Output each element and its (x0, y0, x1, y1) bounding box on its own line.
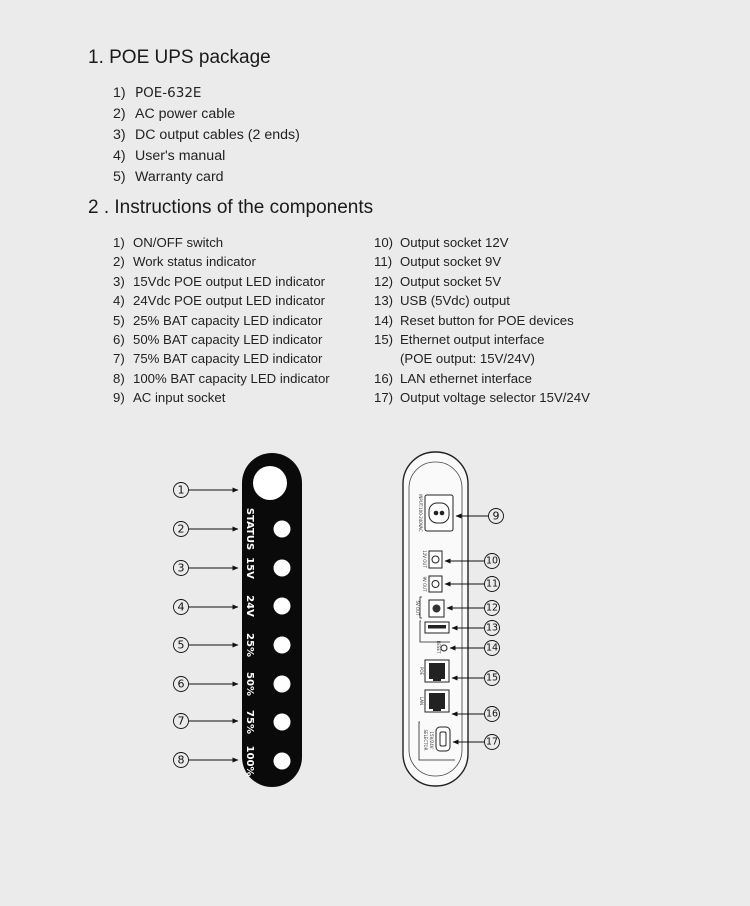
svg-text:6: 6 (177, 677, 185, 691)
svg-text:8: 8 (177, 753, 185, 767)
callout-8 (174, 753, 239, 768)
12v-out-label: 12V OUT (422, 550, 427, 568)
15v-label: 15V (244, 557, 255, 579)
on-off-switch (253, 466, 287, 500)
output-socket-5v (415, 597, 444, 618)
100-label: 100% (244, 745, 255, 777)
item-text: User's manual (135, 148, 226, 164)
item-text: Output socket 5V (400, 273, 502, 289)
svg-text:16: 16 (485, 708, 499, 720)
item-number: 5) (113, 312, 125, 328)
item-number: 5) (113, 169, 126, 185)
svg-text:10: 10 (485, 555, 499, 567)
item-number: 6) (113, 331, 125, 347)
item-text: Work status indicator (133, 254, 256, 270)
item-text: AC power cable (135, 106, 236, 122)
9v-out-label: 9V OUT (422, 576, 427, 592)
item-text: 50% BAT capacity LED indicator (133, 331, 323, 347)
callout-1 (174, 483, 239, 498)
item-number: 17) (374, 390, 394, 406)
item-text: ON/OFF switch (133, 235, 224, 250)
output-socket-12v (422, 550, 442, 568)
item-number: 4) (113, 293, 125, 309)
svg-text:14: 14 (485, 642, 499, 654)
svg-text:17: 17 (485, 736, 499, 748)
section-1-title: 1. POE UPS package (88, 47, 271, 68)
poe-label: POE (419, 666, 424, 676)
svg-text:12: 12 (485, 602, 499, 614)
led-75 (274, 714, 291, 731)
item-number: 3) (113, 127, 126, 143)
item-text: 100% BAT capacity LED indicator (133, 370, 330, 386)
item-text: USB (5Vdc) output (400, 293, 510, 309)
ac-input-label: INPUT:100-240VAC (418, 494, 423, 532)
item-text: POE-632E (135, 85, 202, 101)
item-text: Warranty card (135, 169, 224, 185)
item-number: 14) (374, 312, 394, 328)
item-text: Output socket 9V (400, 254, 502, 270)
item-text: 25% BAT capacity LED indicator (133, 312, 323, 328)
item-number: 3) (113, 273, 125, 289)
item-text: 24Vdc POE output LED indicator (133, 293, 326, 309)
selector-values-label: 15V/24V (429, 731, 434, 749)
item-text: Ethernet output interface (400, 331, 545, 347)
item-number: 7) (113, 351, 125, 367)
callout-3 (174, 561, 239, 576)
25-label: 25% (244, 633, 255, 657)
front-panel-strip (242, 453, 302, 787)
item-number: 4) (113, 148, 126, 164)
item-number: 16) (374, 370, 394, 386)
item-number: 11) (374, 254, 393, 270)
front-panel (174, 453, 303, 787)
50-label: 50% (244, 672, 255, 696)
svg-text:15: 15 (485, 672, 499, 684)
item-number: 8) (113, 370, 125, 386)
item-text: (POE output: 15V/24V) (400, 351, 535, 367)
5v-out-label: 5V OUT (415, 600, 420, 616)
led-15v (274, 560, 291, 577)
callout-5 (174, 638, 239, 653)
led-25 (274, 637, 291, 654)
item-number: 15) (374, 331, 394, 347)
svg-text:4: 4 (177, 600, 185, 614)
item-text: Output socket 12V (400, 235, 509, 250)
reset-label: RESET (436, 640, 441, 654)
callout-4 (174, 600, 239, 615)
status-label: STATUS (244, 507, 255, 551)
item-text: 75% BAT capacity LED indicator (133, 351, 323, 367)
item-number: 12) (374, 273, 394, 289)
led-100 (274, 753, 291, 770)
svg-text:3: 3 (177, 561, 185, 575)
item-text: Output voltage selector 15V/24V (400, 390, 590, 406)
item-text: AC input socket (133, 390, 226, 406)
svg-text:1: 1 (177, 483, 185, 497)
svg-text:5: 5 (177, 638, 185, 652)
led-status (274, 521, 291, 538)
section-2-title: 2 . Instructions of the components (88, 197, 374, 218)
led-50 (274, 676, 291, 693)
item-text: 15Vdc POE output LED indicator (133, 273, 326, 289)
led-24v (274, 598, 291, 615)
item-number: 10) (374, 235, 394, 250)
item-number: 1) (113, 235, 125, 250)
item-text: Reset button for POE devices (400, 312, 574, 328)
lan-label: LAN (419, 696, 424, 706)
selector-label: SELECTOR (423, 729, 428, 751)
svg-text:9: 9 (492, 509, 500, 523)
item-number: 2) (113, 254, 125, 270)
75-label: 75% (244, 710, 255, 734)
callout-7 (174, 714, 239, 729)
svg-text:11: 11 (485, 578, 499, 590)
svg-text:7: 7 (177, 714, 185, 728)
ac-input-socket (418, 494, 453, 532)
svg-text:2: 2 (177, 522, 185, 536)
back-panel (403, 452, 504, 786)
item-text: DC output cables (2 ends) (135, 127, 300, 143)
item-number: 1) (113, 85, 126, 101)
callout-2 (174, 522, 239, 537)
output-socket-9v (422, 576, 442, 592)
svg-text:13: 13 (485, 622, 499, 634)
item-number: 9) (113, 390, 125, 406)
callout-6 (174, 677, 239, 692)
24v-label: 24V (244, 595, 255, 617)
item-number: 13) (374, 293, 394, 309)
item-number: 2) (113, 106, 126, 122)
item-text: LAN ethernet interface (400, 370, 532, 386)
